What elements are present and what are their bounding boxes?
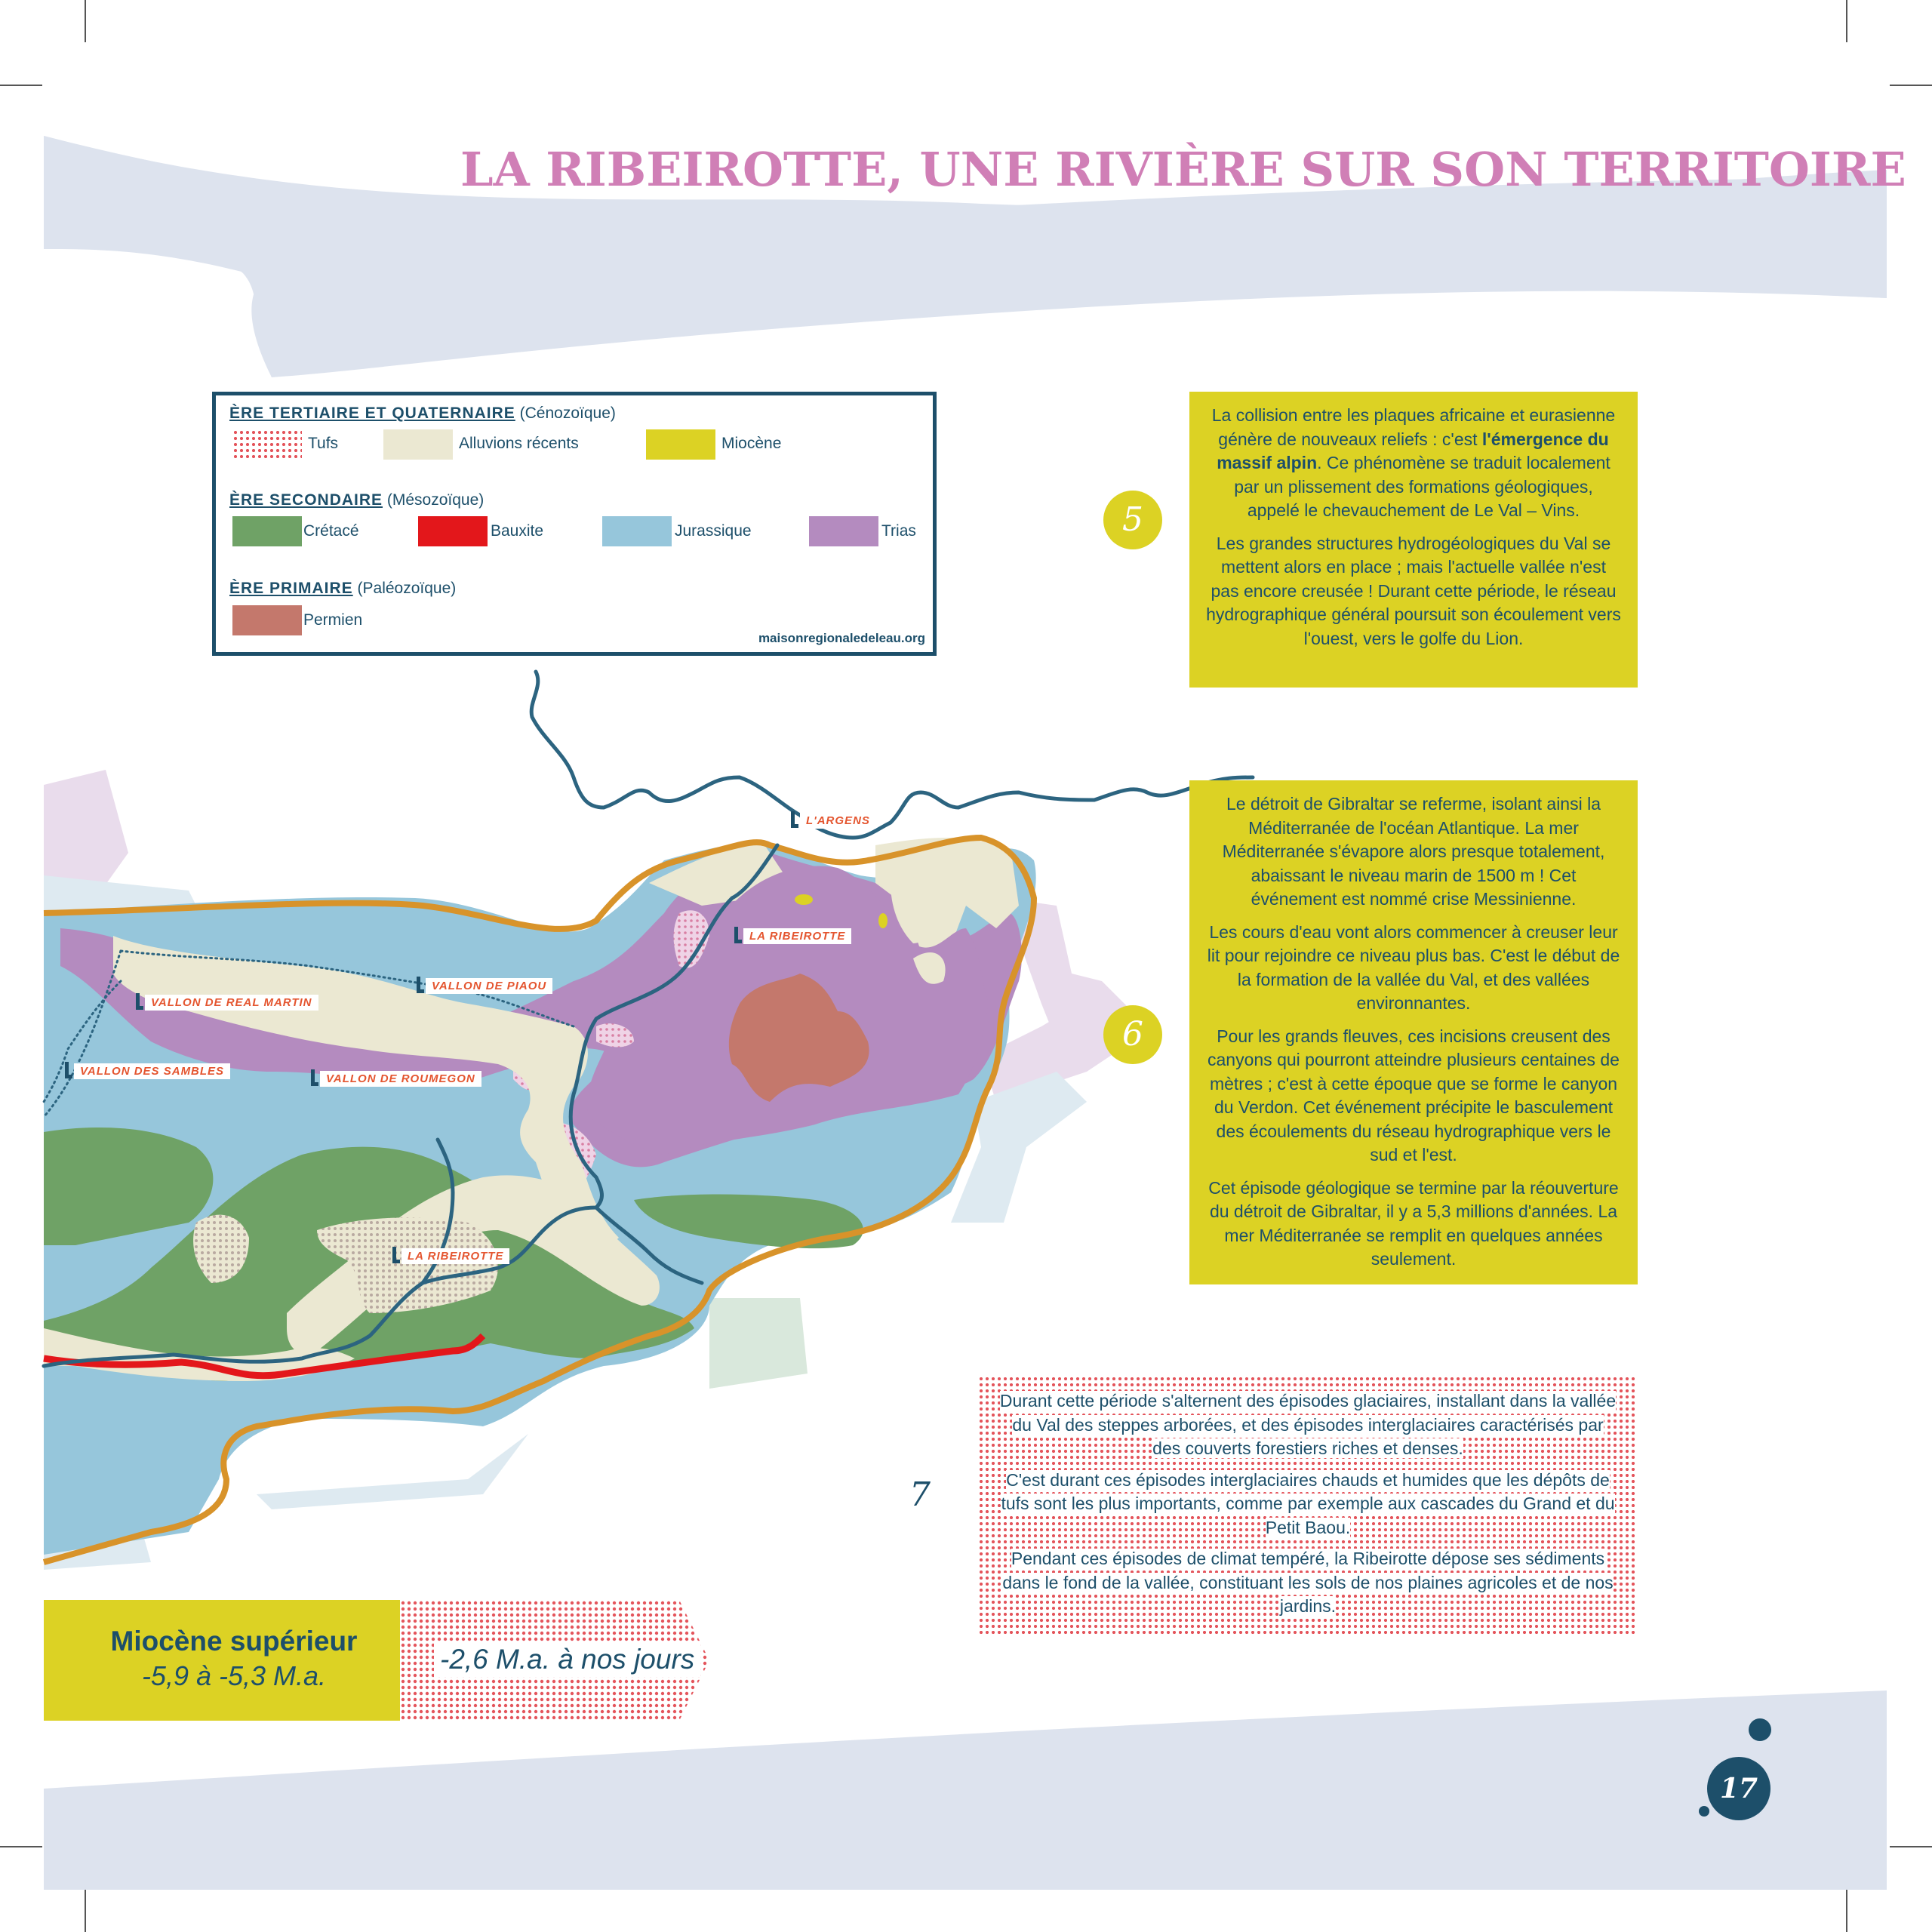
page-number: 17 (1707, 1757, 1770, 1820)
box7-paragraph-3: Pendant ces épisodes de climat tempéré, la Ribeirotte dépose ses sédiments dans le fond de la vallée, constituant les sols de nos plaines agricoles et de nos jardins. (1002, 1549, 1614, 1616)
box6-paragraph-2: Les cours d'eau vont alors commencer à creuser leur lit pour rejoindre ce niveau plus bas. C'est le début de la formation de la vallée du Val, et des vallées environnantes. (1207, 921, 1620, 1013)
map-legend (212, 392, 937, 656)
swatch-alluvions (383, 429, 453, 460)
legend-label-jurassique: Jurassique (675, 522, 752, 540)
step-number-6: 6 (1103, 1005, 1162, 1064)
step-number-7: 7 (891, 1466, 949, 1524)
map-label-vallon-sambles: VALLON DES SAMBLES (74, 1063, 230, 1079)
timeline-period-2-label: -2,6 M.a. à nos jours (434, 1642, 700, 1677)
legend-source-url: maisonregionaledeleau.org (758, 631, 925, 645)
legend-era-primary: ÈRE PRIMAIRE (Paléozoïque) (229, 580, 457, 597)
map-label-vallon-roumegon: VALLON DE ROUMEGON (320, 1071, 481, 1087)
legend-era-tertiary: ÈRE TERTIAIRE ET QUATERNAIRE (Cénozoïque) (229, 405, 616, 422)
box6-paragraph-4: Cet épisode géologique se termine par la réouverture du détroit de Gibraltar, il y a 5,3 millions d'années. La mer Méditerranée se remplit en quelques années seulement. (1208, 1177, 1619, 1269)
legend-label-cretace: Crétacé (303, 522, 359, 540)
info-box-7 (978, 1376, 1638, 1634)
page-title: LA RIBEIROTTE, UNE RIVIÈRE SUR SON TERRITOIRE (460, 142, 1906, 197)
box6-paragraph-3: Pour les grands fleuves, ces incisions creusent des canyons qui pourront atteindre plusieurs centaines de mètres ; c'est à cette époque que se forme le canyon du Verdon. Cet événement précipite le basculement des écoulements du réseau hydrographique vers le sud et l'est. (1208, 1026, 1620, 1164)
swatch-miocene (646, 429, 715, 460)
legend-label-bauxite: Bauxite (491, 522, 544, 540)
map-label-vallon-piaou: VALLON DE PIAOU (426, 978, 552, 994)
legend-label-miocene: Miocène (721, 435, 782, 452)
swatch-trias (809, 516, 878, 546)
swatch-tufs (232, 429, 302, 460)
timeline-period-1-title: Miocène supérieur (110, 1626, 358, 1657)
legend-label-alluvions: Alluvions récents (459, 435, 579, 452)
box6-paragraph-1: Le détroit de Gibraltar se referme, isolant ainsi la Méditerranée de l'océan Atlantique. La mer Méditerranée s'évapore alors presque totalement, abaissant le niveau marin de 1500 m ! Cet événement est nommé crise Messinienne. (1222, 794, 1605, 909)
info-box-5 (1189, 392, 1638, 688)
swatch-cretace (232, 516, 302, 546)
box5-paragraph-2: Les grandes structures hydrogéologiques du Val se mettent alors en place ; mais l'actuelle vallée n'est pas encore creusée ! Durant cette période, le réseau hydrographique général poursuit son écoulement vers l'ouest, vers le golfe du Lion. (1206, 533, 1621, 648)
map-label-ribeirotte-north: LA RIBEIROTTE (743, 928, 851, 944)
box7-paragraph-2: C'est durant ces épisodes interglaciaires chauds et humides que les dépôts de tufs sont les plus importants, comme par exemple aux cascades du Grand et du Petit Baou. (1001, 1469, 1615, 1537)
map-label-ribeirotte-south: LA RIBEIROTTE (401, 1248, 509, 1264)
info-box-6 (1189, 780, 1638, 1284)
swatch-jurassique (602, 516, 672, 546)
legend-label-tufs: Tufs (308, 435, 339, 452)
legend-era-secondary: ÈRE SECONDAIRE (Mésozoïque) (229, 491, 485, 509)
box5-paragraph-1: La collision entre les plaques africaine et eurasienne génère de nouveaux reliefs : c'est l'émergence du massif alpin. Ce phénomène se traduit localement par un plissement des formations géologiques, appelé le chevauchement de Le Val – Vins. (1211, 405, 1616, 520)
swatch-bauxite (418, 516, 488, 546)
map-label-argens: L'ARGENS (800, 813, 876, 829)
swatch-permien (232, 605, 302, 635)
timeline-period-1-range: -5,9 à -5,3 M.a. (141, 1660, 327, 1691)
map-label-vallon-real-martin: VALLON DE REAL MARTIN (145, 995, 318, 1011)
box7-paragraph-1: Durant cette période s'alternent des épisodes glaciaires, installant dans la vallée du Val des steppes arborées, et des épisodes interglaciaires caractérisés par des couverts forestiers riches et denses. (999, 1391, 1617, 1458)
legend-label-trias: Trias (881, 522, 916, 540)
step-number-5: 5 (1103, 491, 1162, 549)
legend-label-permien: Permien (303, 611, 363, 629)
